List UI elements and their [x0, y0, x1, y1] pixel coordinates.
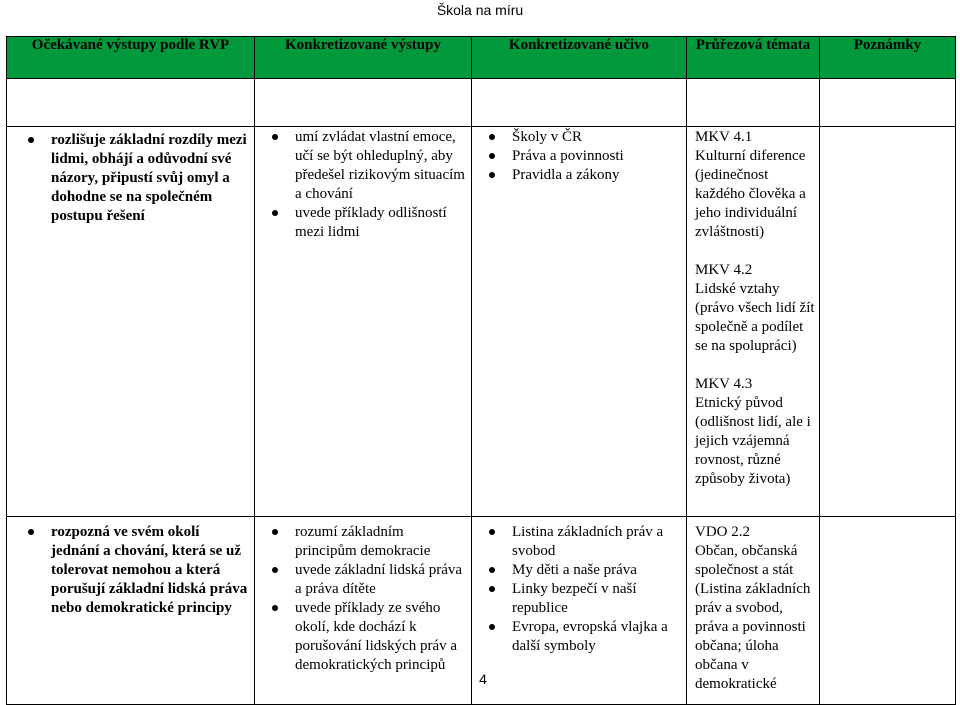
- spacer-cell: [255, 79, 472, 127]
- curriculum-table: [6, 36, 956, 705]
- notes-cell: [820, 127, 956, 517]
- spacer-cell: [7, 79, 255, 127]
- theme-block: [689, 261, 817, 356]
- spacer-row: [7, 79, 956, 127]
- theme-description: (Listina základních práv a svobod, práva a povinnosti občana; úloha občana v demokratické: [695, 581, 811, 692]
- header-cross-curricular-themes: Průřezová témata: [687, 37, 820, 79]
- theme-code: MKV 4.3: [695, 376, 753, 392]
- theme-block: [689, 375, 817, 489]
- list-item: uvede příklady ze svého okolí, kde dochází k porušování lidských práv a demokratických principů: [267, 599, 467, 675]
- specific-outcomes-cell: [255, 127, 472, 517]
- specific-content-cell: [472, 127, 687, 517]
- themes-cell: [687, 127, 820, 517]
- specific-outcomes-cell: [255, 517, 472, 705]
- notes-cell: [820, 517, 956, 705]
- spacer-cell: [820, 79, 956, 127]
- spacer-cell: [472, 79, 687, 127]
- list-item: rozpozná ve svém okolí jednání a chování, která se už tolerovat nemohou a která porušují základní lidská práva nebo demokratické principy: [23, 523, 250, 618]
- list-item: Školy v ČR: [484, 128, 682, 147]
- header-notes: Poznámky: [820, 37, 956, 79]
- theme-name: Občan, občanská společnost a stát: [695, 543, 798, 578]
- list-item: rozumí základním principům demokracie: [267, 523, 467, 561]
- theme-code: MKV 4.1: [695, 129, 753, 145]
- specific-content-cell: [472, 517, 687, 705]
- table-row: [7, 127, 956, 517]
- table-header-row: [7, 37, 956, 79]
- rvp-outcome-cell: [7, 127, 255, 517]
- list-item: rozlišuje základní rozdíly mezi lidmi, obhájí a odůvodní své názory, připustí svůj omyl a dohodne se na společném postupu řešení: [23, 131, 250, 226]
- list-item: Pravidla a zákony: [484, 166, 682, 185]
- theme-name: Kulturní diference: [695, 148, 806, 164]
- spacer-cell: [687, 79, 820, 127]
- list-item: Listina základních práv a svobod: [484, 523, 682, 561]
- list-item: uvede základní lidská práva a práva dítěte: [267, 561, 467, 599]
- theme-block: [689, 523, 817, 694]
- theme-code: VDO 2.2: [695, 524, 750, 540]
- theme-description: (právo všech lidí žít společně a podílet se na spolupráci): [695, 300, 815, 354]
- theme-block: [689, 128, 817, 242]
- list-item: Práva a povinnosti: [484, 147, 682, 166]
- list-item: umí zvládat vlastní emoce, učí se být ohleduplný, aby předešel rizikovým situacím a chování: [267, 128, 467, 204]
- header-specific-outcomes: Konkretizované výstupy: [255, 37, 472, 79]
- list-item: Evropa, evropská vlajka a další symboly: [484, 618, 682, 656]
- header-rvp-outcomes: Očekávané výstupy podle RVP: [7, 37, 255, 79]
- page-header: Škola na míru: [436, 2, 524, 18]
- rvp-outcome-cell: [7, 517, 255, 705]
- theme-name: Lidské vztahy: [695, 281, 780, 297]
- theme-description: (odlišnost lidí, ale i jejich vzájemná rovnost, různé způsoby života): [695, 414, 811, 487]
- list-item: uvede příklady odlišností mezi lidmi: [267, 204, 467, 242]
- theme-name: Etnický původ: [695, 395, 783, 411]
- list-item: My děti a naše práva: [484, 561, 682, 580]
- list-item: Linky bezpečí v naší republice: [484, 580, 682, 618]
- theme-description: (jedinečnost každého člověka a jeho individuální zvláštnosti): [695, 167, 806, 240]
- header-specific-content: Konkretizované učivo: [472, 37, 687, 79]
- themes-cell: [687, 517, 820, 705]
- theme-code: MKV 4.2: [695, 262, 753, 278]
- page-number: 4: [479, 671, 487, 687]
